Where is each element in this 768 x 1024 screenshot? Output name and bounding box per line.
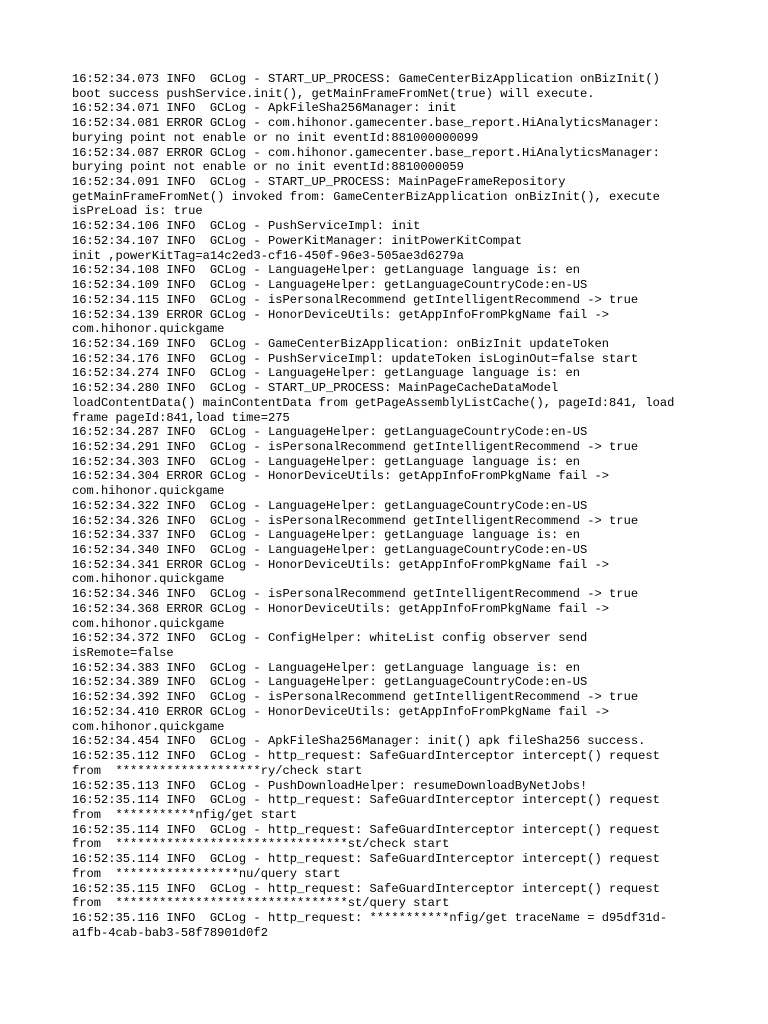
log-line: 16:52:34.383 INFO GCLog - LanguageHelper: getLanguage language is: en [72,660,581,675]
log-line: isPreLoad is: true [72,204,203,219]
log-line: 16:52:34.454 INFO GCLog - ApkFileSha256Manager: init() apk fileSha256 success. [72,734,646,749]
log-line: 16:52:34.081 ERROR GCLog - com.hihonor.gamecenter.base_report.HiAnalyticsManager: [72,116,660,131]
log-line: 16:52:34.087 ERROR GCLog - com.hihonor.gamecenter.base_report.HiAnalyticsManager: [72,145,660,160]
log-line: 16:52:34.071 INFO GCLog - ApkFileSha256Manager: init [72,101,457,116]
log-line: 16:52:35.116 INFO GCLog - http_request: ***********nfig/get traceName = d95df31d- [72,910,668,925]
log-line: 16:52:34.304 ERROR GCLog - HonorDeviceUtils: getAppInfoFromPkgName fail -> [72,469,610,484]
log-line: 16:52:35.114 INFO GCLog - http_request: SafeGuardInterceptor intercept() request [72,852,660,867]
log-line: 16:52:34.107 INFO GCLog - PowerKitManager: initPowerKitCompat [72,233,522,248]
log-line: 16:52:34.337 INFO GCLog - LanguageHelper: getLanguage language is: en [72,528,581,543]
log-line: 16:52:34.274 INFO GCLog - LanguageHelper: getLanguage language is: en [72,366,581,381]
log-line: 16:52:34.108 INFO GCLog - LanguageHelper: getLanguage language is: en [72,263,581,278]
log-line: 16:52:34.346 INFO GCLog - isPersonalRecommend getIntelligentRecommend -> true [72,587,639,602]
log-line: 16:52:34.392 INFO GCLog - isPersonalRecommend getIntelligentRecommend -> true [72,690,639,705]
log-line: 16:52:35.112 INFO GCLog - http_request: SafeGuardInterceptor intercept() request [72,749,660,764]
log-line: getMainFrameFromNet() invoked from: GameCenterBizApplication onBizInit(), execute [72,189,660,204]
log-line: 16:52:34.287 INFO GCLog - LanguageHelper: getLanguageCountryCode:en-US [72,425,588,440]
log-line: burying point not enable or no init eventId:881000000099 [72,130,479,145]
log-line: 16:52:34.372 INFO GCLog - ConfigHelper: whiteList config observer send [72,631,588,646]
log-line: burying point not enable or no init eventId:8810000059 [72,160,464,175]
log-line: 16:52:34.109 INFO GCLog - LanguageHelper: getLanguageCountryCode:en-US [72,278,588,293]
log-line: init ,powerKitTag=a14c2ed3-cf16-450f-96e3-505ae3d6279a [72,248,464,263]
log-line: 16:52:34.176 INFO GCLog - PushServiceImpl: updateToken isLoginOut=false start [72,351,639,366]
log-line: 16:52:34.169 INFO GCLog - GameCenterBizApplication: onBizInit updateToken [72,336,610,351]
log-line: a1fb-4cab-bab3-58f78901d0f2 [72,925,268,940]
log-line: 16:52:34.303 INFO GCLog - LanguageHelper: getLanguage language is: en [72,454,581,469]
log-line: 16:52:34.091 INFO GCLog - START_UP_PROCESS: MainPageFrameRepository [72,175,566,190]
log-line: from ********************ry/check start [72,763,363,778]
log-line: 16:52:35.113 INFO GCLog - PushDownloadHelper: resumeDownloadByNetJobs! [72,778,588,793]
log-line: 16:52:34.139 ERROR GCLog - HonorDeviceUtils: getAppInfoFromPkgName fail -> [72,307,610,322]
log-line: loadContentData() mainContentData from getPageAssemblyListCache(), pageId:841, load [72,395,675,410]
log-line: 16:52:34.280 INFO GCLog - START_UP_PROCESS: MainPageCacheDataModel [72,381,559,396]
log-line: 16:52:34.389 INFO GCLog - LanguageHelper: getLanguageCountryCode:en-US [72,675,588,690]
log-line: 16:52:34.341 ERROR GCLog - HonorDeviceUtils: getAppInfoFromPkgName fail -> [72,557,610,572]
log-line: from *****************nu/query start [72,866,341,881]
log-line: 16:52:34.115 INFO GCLog - isPersonalRecommend getIntelligentRecommend -> true [72,292,639,307]
log-line: 16:52:34.410 ERROR GCLog - HonorDeviceUtils: getAppInfoFromPkgName fail -> [72,704,610,719]
log-line: com.hihonor.quickgame [72,484,225,499]
log-line: 16:52:35.115 INFO GCLog - http_request: SafeGuardInterceptor intercept() request [72,881,660,896]
log-line: 16:52:34.291 INFO GCLog - isPersonalRecommend getIntelligentRecommend -> true [72,439,639,454]
log-line: from ********************************st/query start [72,896,450,911]
log-line: isRemote=false [72,646,174,661]
log-line: boot success pushService.init(), getMainFrameFromNet(true) will execute. [72,86,595,101]
log-line: 16:52:34.073 INFO GCLog - START_UP_PROCESS: GameCenterBizApplication onBizInit() [72,72,660,86]
log-line: 16:52:35.114 INFO GCLog - http_request: SafeGuardInterceptor intercept() request [72,822,660,837]
log-line: 16:52:34.326 INFO GCLog - isPersonalRecommend getIntelligentRecommend -> true [72,513,639,528]
log-document [72,72,712,940]
log-line: 16:52:34.340 INFO GCLog - LanguageHelper: getLanguageCountryCode:en-US [72,543,588,557]
log-line: 16:52:34.322 INFO GCLog - LanguageHelper: getLanguageCountryCode:en-US [72,498,588,513]
log-line: frame pageId:841,load time=275 [72,410,290,425]
log-line: 16:52:34.368 ERROR GCLog - HonorDeviceUtils: getAppInfoFromPkgName fail -> [72,601,610,616]
log-line: com.hihonor.quickgame [72,719,225,734]
log-line: from ********************************st/check start [72,837,450,852]
log-line: com.hihonor.quickgame [72,616,225,631]
log-line: from ***********nfig/get start [72,807,297,822]
log-line: com.hihonor.quickgame [72,322,225,337]
log-line: com.hihonor.quickgame [72,572,225,587]
log-line: 16:52:34.106 INFO GCLog - PushServiceImpl: init [72,219,421,234]
log-line: 16:52:35.114 INFO GCLog - http_request: SafeGuardInterceptor intercept() request [72,793,660,808]
